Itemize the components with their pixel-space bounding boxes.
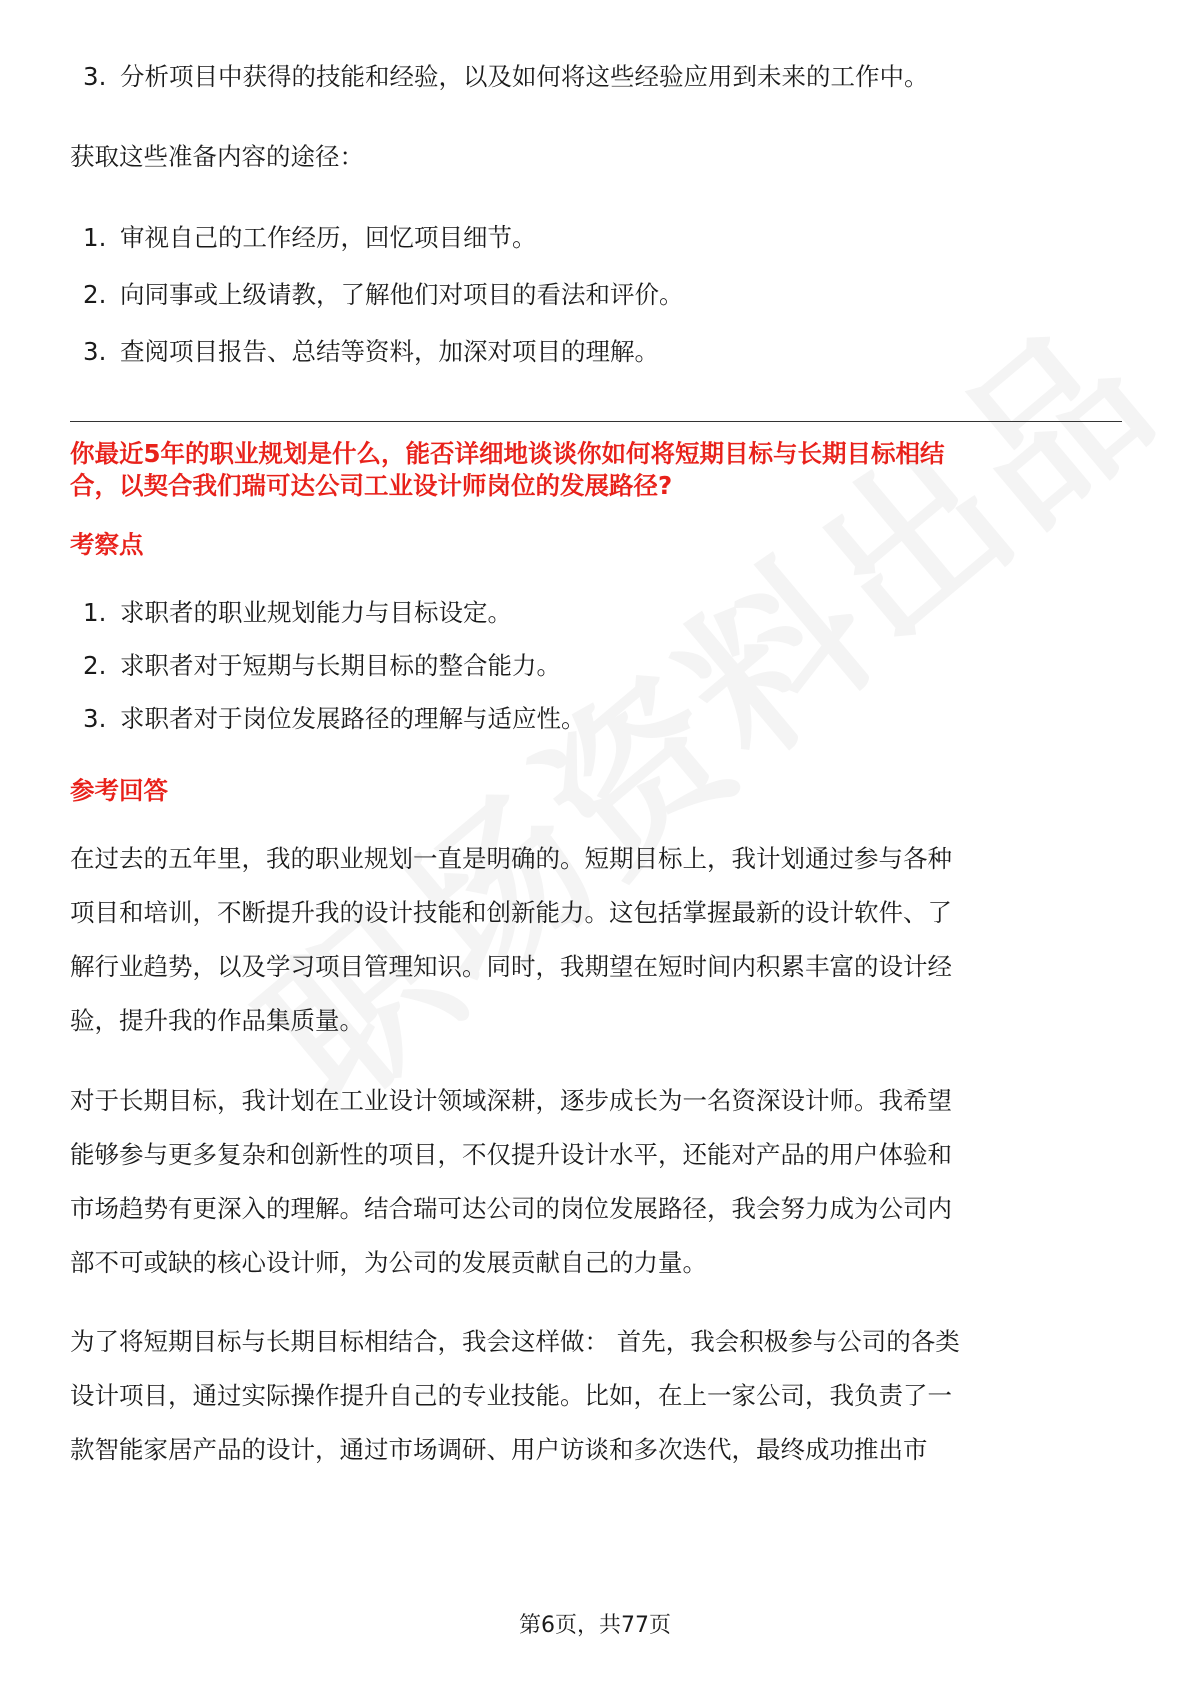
interview-question <box>70 438 1130 502</box>
list-item-number: 2. <box>83 280 107 309</box>
answer-paragraph <box>70 1315 1120 1477</box>
paragraph-line: 款智能家居产品的设计，通过市场调研、用户访谈和多次迭代，最终成功推出市 <box>70 1435 928 1464</box>
paragraph-line: 验，提升我的作品集质量。 <box>70 1006 364 1035</box>
focus-list <box>83 597 586 735</box>
list-item-text: 求职者对于岗位发展路径的理解与适应性。 <box>120 704 586 733</box>
list-item-number: 1. <box>83 598 107 627</box>
sources-heading: 获取这些准备内容的途径： <box>70 142 364 171</box>
focus-heading: 考察点 <box>70 530 144 559</box>
list-item-number: 1. <box>83 223 107 252</box>
list-item-text: 分析项目中获得的技能和经验，以及如何将这些经验应用到未来的工作中。 <box>120 62 929 91</box>
list-item-number: 3. <box>83 62 107 91</box>
paragraph-line: 项目和培训，不断提升我的设计技能和创新能力。这包括掌握最新的设计软件、了 <box>70 898 952 927</box>
list-item-text: 求职者的职业规划能力与目标设定。 <box>120 598 512 627</box>
list-item <box>83 336 684 368</box>
list-item-text: 查阅项目报告、总结等资料，加深对项目的理解。 <box>120 337 659 366</box>
page-number: 第6页，共77页 <box>519 1613 671 1638</box>
paragraph-line: 为了将短期目标与长期目标相结合，我会这样做： 首先，我会积极参与公司的各类 <box>70 1327 960 1356</box>
paragraph-line: 在过去的五年里，我的职业规划一直是明确的。短期目标上，我计划通过参与各种 <box>70 844 952 873</box>
list-item-number: 3. <box>83 704 107 733</box>
paragraph-line: 能够参与更多复杂和创新性的项目，不仅提升设计水平，还能对产品的用户体验和 <box>70 1140 952 1169</box>
list-item <box>83 597 586 629</box>
list-item <box>83 61 929 93</box>
list-item-text: 审视自己的工作经历，回忆项目细节。 <box>120 223 537 252</box>
list-item-text: 求职者对于短期与长期目标的整合能力。 <box>120 651 561 680</box>
list-item <box>83 279 684 311</box>
list-item <box>83 703 586 735</box>
list-item <box>83 222 684 254</box>
intro-list <box>83 61 929 93</box>
list-item-number: 3. <box>83 337 107 366</box>
sources-list <box>83 222 684 368</box>
paragraph-line: 市场趋势有更深入的理解。结合瑞可达公司的岗位发展路径，我会努力成为公司内 <box>70 1194 952 1223</box>
question-line-2: 合，以契合我们瑞可达公司工业设计师岗位的发展路径? <box>70 471 673 500</box>
list-item-text: 向同事或上级请教，了解他们对项目的看法和评价。 <box>120 280 684 309</box>
answer-paragraph <box>70 1074 1120 1290</box>
question-line-1: 你最近5年的职业规划是什么，能否详细地谈谈你如何将短期目标与长期目标相结 <box>70 439 945 468</box>
paragraph-line: 对于长期目标，我计划在工业设计领域深耕，逐步成长为一名资深设计师。我希望 <box>70 1086 952 1115</box>
list-item-number: 2. <box>83 651 107 680</box>
section-divider <box>70 421 1122 422</box>
answer-paragraph <box>70 832 1120 1048</box>
paragraph-line: 设计项目，通过实际操作提升自己的专业技能。比如，在上一家公司，我负责了一 <box>70 1381 952 1410</box>
list-item <box>83 650 586 682</box>
answer-heading: 参考回答 <box>70 776 168 805</box>
paragraph-line: 解行业趋势，以及学习项目管理知识。同时，我期望在短时间内积累丰富的设计经 <box>70 952 952 981</box>
paragraph-line: 部不可或缺的核心设计师，为公司的发展贡献自己的力量。 <box>70 1248 707 1277</box>
